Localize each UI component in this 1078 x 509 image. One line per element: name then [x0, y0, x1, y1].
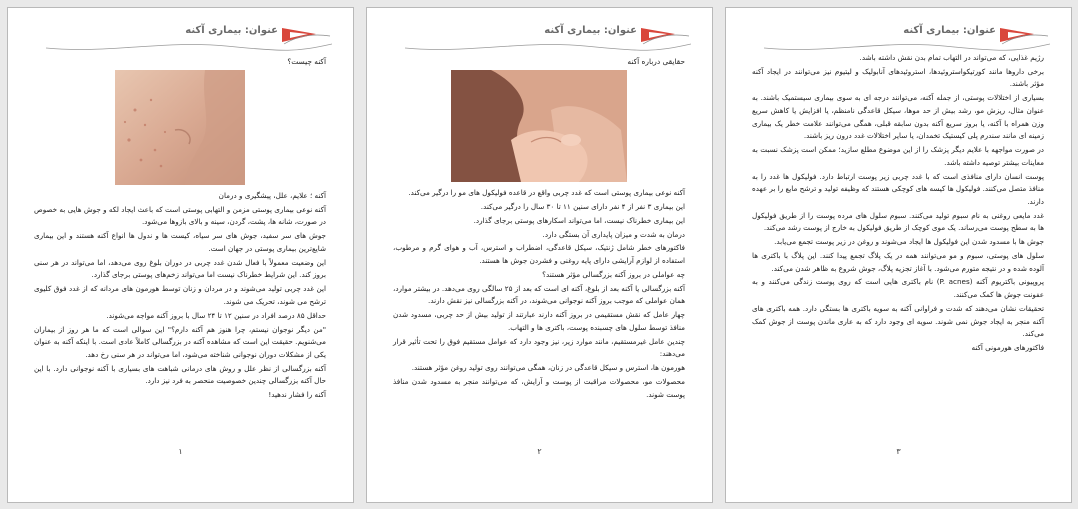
paragraph: چندین عامل غیرمستقیم، مانند موارد زیر، نیز وجود دارد که عوامل مستقیم فوق را تحت تأثیر قرار می‌دهند:	[393, 336, 685, 359]
paragraph: آکنه ؛ علایم، علل، پیشگیری و درمان	[218, 190, 326, 200]
page-number: ۲	[537, 447, 542, 456]
section-heading: آکنه چیست؟	[287, 57, 326, 66]
paragraph: این وضعیت معمولاً با فعال شدن غدد چربی در دوران بلوغ روی می‌دهد، اما می‌تواند در هر سنی بروز کند. این شرایط خطرناک نیست اما می‌تواند زخم‌های پوستی برجای گذارد.	[34, 257, 326, 280]
paragraph: پروپیونی باکتریوم آکنه (P. acnes) نام باکتری هایی است که روی پوست زندگی می‌کنند و به عفونت جوش ها کمک می‌کنند.	[752, 277, 1044, 300]
page-body	[393, 56, 685, 403]
paragraph: آکنه نوعی بیماری پوستی است که غدد چربی واقع در قاعده فولیکول های مو را درگیر می‌کند.	[408, 187, 685, 197]
paragraph: آکنه بزرگسالی یا آکنه بعد از بلوغ، آکنه ای است که بعد از ۲۵ سالگی روی می‌دهد. در بیشتر موارد، همان عواملی که موجب بروز آکنه نوجوانی می‌شوند، در آکنه بزرگسالی نیز نقش دارند.	[393, 283, 685, 306]
paragraph: غدد مایعی روغنی به نام سبوم تولید می‌کنند. سبوم سلول های مرده پوست را از طریق فولیکول ها به سطح پوست می‌رساند. یک موی کوچک از طریق فولیکول به خارج از پوست رشد می‌کند.	[752, 210, 1044, 233]
header-title: عنوان: بیماری آکنه	[185, 25, 278, 36]
paragraph: "من دیگر نوجوان نیستم، چرا هنوز هم آکنه دارم؟" این سوالی است که ما هر روز از بیماران می‌شنویم. حقیقت این است که مشاهده آکنه در بزرگسالی کاملاً عادی است. با اینکه آکنه به عنوان یکی از مشکلات دوران نوجوانی شناخته می‌شود، اما می‌تواند در هر سنی رخ دهد.	[34, 324, 326, 359]
paragraph: آکنه را فشار ندهید!	[268, 390, 326, 400]
page-header	[764, 22, 1050, 56]
paragraph: فاکتورهای هورمونی آکنه	[971, 343, 1044, 353]
paragraph: برخی داروها مانند کورتیکواستروئیدها، استروئیدهای آنابولیک و لیتیوم نیز می‌توانند در ایجاد آکنه مؤثر باشند.	[752, 66, 1044, 89]
page-number: ۱	[178, 447, 183, 456]
header-title: عنوان: بیماری آکنه	[544, 25, 637, 36]
paragraph: رژیم غذایی، که می‌تواند در التهاب تمام بدن نقش داشته باشد.	[859, 53, 1044, 62]
page-header	[46, 22, 332, 56]
paragraph: محصولات مو، محصولات مراقبت از پوست و آرایش، که می‌توانند منجر به مسدود شدن منافذ پوست شوند.	[393, 377, 685, 399]
paragraph: چهار عامل که نقش مستقیمی در بروز آکنه دارند عبارتند از تولید بیش از حد چربی، مسدود شدن منافذ توسط سلول های چسبنده پوست، باکتری ها و التهاب.	[393, 310, 685, 332]
paragraph: هورمون ها، استرس و سیکل قاعدگی در زنان، همگی می‌توانند روی تولید روغن مؤثر هستند.	[411, 363, 685, 373]
paragraph: درمان به شدت و میزان پایداری آن بستگی دارد.	[542, 229, 685, 239]
paragraph: این بیماری ۳ نفر از ۴ نفر دارای سنین ۱۱ تا ۳۰ سال را درگیر می‌کند.	[480, 201, 685, 211]
document-page-3	[725, 7, 1072, 503]
paragraph: جوش ها با مسدود شدن این فولیکول ها ایجاد می‌شوند و روغن در زیر پوست تجمع می‌یابد.	[774, 237, 1044, 247]
paragraph: آکنه نوعی بیماری پوستی مزمن و التهابی پوستی است که باعث ایجاد لکه و جوش هایی به خصوص در صورت، شانه ها، پشت، گردن، سینه و بالای بازوها می‌شود.	[34, 204, 326, 227]
paragraph: پوست انسان دارای منافذی است که با غدد چربی زیر پوست ارتباط دارد. فولیکول ها غدد را به منافذ متصل می‌کنند. فولیکول ها کیسه های کوچکی هستند که وظیفه تولید و ترشح مایع را بر عهده دارند.	[752, 171, 1044, 206]
paragraph: این بیماری خطرناک نیست، اما می‌تواند اسکارهای پوستی برجای گذارد.	[473, 215, 685, 225]
paragraph: تحقیقات نشان می‌دهند که شدت و فراوانی آکنه به سویه باکتری ها بستگی دارد. همه باکتری های آکنه منجر به ایجاد جوش نمی شوند. سویه ای وجود دارد که به عاری ماندن پوست از جوش کمک می‌کند.	[752, 303, 1044, 339]
acne-cheek-photo	[115, 70, 245, 185]
hand-touching-chin-photo	[451, 70, 627, 182]
page-body	[34, 56, 326, 403]
page-body	[752, 52, 1044, 356]
paragraph: چه عواملی در بروز آکنه بزرگسالی مؤثر هستند؟	[542, 269, 685, 279]
page-number: ۳	[896, 447, 901, 456]
header-title: عنوان: بیماری آکنه	[903, 25, 996, 36]
paragraph: فاکتورهای خطر شامل ژنتیک، سیکل قاعدگی، اضطراب و استرس، آب و هوای گرم و مرطوب، استفاده از لوازم آرایشی دارای پایه روغنی و فشردن جوش ها هستند.	[393, 243, 685, 266]
paragraph: بسیاری از اختلالات پوستی، از جمله آکنه، می‌توانند درجه ای به سوی بیماری سیستمیک باشند. به عنوان مثال، ریزش مو، رشد بیش از حد موها، سیکل قاعدگی نامنظم، یا افزایش یا کاهش سریع وزن همراه با آکنه، یا بروز سریع آکنه بدون سابقه قبلی، همگی می‌توانند علامت خطر یک بیماری زمینه ای مانند سندرم پلی کیستیک تخمدان، یا سایر اختلالات غدد درون ریز باشند.	[752, 93, 1044, 141]
paragraph: این غدد چربی تولید می‌شوند و در مردان و زنان توسط هورمون های مردانه که از غدد فوق کلیوی ترشح می شوند، تحریک می شوند.	[34, 284, 326, 306]
paragraph: جوش های سر سفید، جوش های سر سیاه، کیست ها و ندول ها انواع آکنه هستند و این بیماری شایع‌ترین بیماری پوستی در جهان است.	[34, 231, 326, 253]
page-header	[405, 22, 691, 56]
paragraph: سلول های پوستی، سبوم و مو می‌توانند همه در یک پلاگ تجمع پیدا کنند. این پلاگ با باکتری ها آلوده شده و در نتیجه متورم می‌شود. با آغاز تجزیه پلاگ، جوش شروع به ظاهر شدن می‌کند.	[752, 250, 1044, 273]
document-page-1	[7, 7, 354, 503]
paragraph: آکنه بزرگسالی از نظر علل و روش های درمانی شباهت های بسیاری با آکنه نوجوانی دارد. با این حال آکنه بزرگسالی چندین خصوصیت منحصر به فرد نیز دارد.	[34, 363, 326, 386]
section-heading: حقایقی درباره آکنه	[627, 57, 685, 66]
document-page-2	[366, 7, 713, 503]
paragraph: حداقل ۸۵ درصد افراد در سنین ۱۲ تا ۲۴ سال با بروز آکنه مواجه می‌شوند.	[106, 310, 326, 320]
paragraph: در صورت مواجهه با علایم دیگر پزشک را از این موضوع مطلع سازید؛ ممکن است پزشک نسبت به معاینات بیشتر توصیه داشته باشد.	[752, 145, 1044, 167]
